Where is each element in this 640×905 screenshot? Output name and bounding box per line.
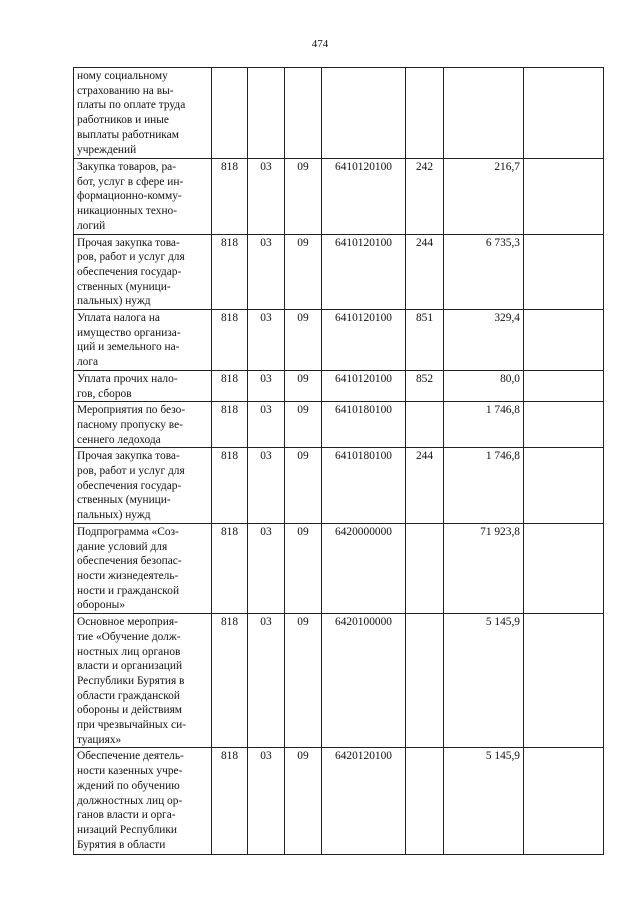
subsection-code-cell: 09 <box>285 159 322 235</box>
subsection-code-cell: 09 <box>285 523 322 613</box>
table-row <box>74 159 604 235</box>
expense-type-cell: 242 <box>406 159 444 235</box>
row-name-cell: Уплата налога на имущество организа- ций и земельного на- лога <box>74 310 212 371</box>
ministry-code-cell: 818 <box>212 402 248 448</box>
amount-cell: 71 923,8 <box>444 523 524 613</box>
row-name-cell: Прочая закупка това- ров, работ и услуг для обеспечения государ- ственных (муници- пальных) нужд <box>74 234 212 310</box>
target-article-cell: 6410120100 <box>322 370 406 401</box>
extra-amount-cell <box>524 310 604 371</box>
ministry-code-cell: 818 <box>212 234 248 310</box>
section-code-cell: 03 <box>248 748 285 855</box>
section-code-cell <box>248 68 285 159</box>
ministry-code-cell: 818 <box>212 748 248 855</box>
expense-type-cell: 244 <box>406 448 444 524</box>
table-row <box>74 448 604 524</box>
extra-amount-cell <box>524 748 604 855</box>
subsection-code-cell: 09 <box>285 402 322 448</box>
row-name-cell: Подпрограмма «Соз- дание условий для обеспечения безопас- ности жизнедеятель- ности и гражданской обороны» <box>74 523 212 613</box>
row-name-cell: Закупка товаров, ра- бот, услуг в сфере ин- формационно-комму- никационных техно- логий <box>74 159 212 235</box>
subsection-code-cell: 09 <box>285 310 322 371</box>
target-article-cell: 6410180100 <box>322 448 406 524</box>
section-code-cell: 03 <box>248 614 285 748</box>
table-body <box>74 68 604 855</box>
extra-amount-cell <box>524 523 604 613</box>
ministry-code-cell: 818 <box>212 448 248 524</box>
target-article-cell: 6410120100 <box>322 234 406 310</box>
amount-cell <box>444 68 524 159</box>
target-article-cell <box>322 68 406 159</box>
amount-cell: 6 735,3 <box>444 234 524 310</box>
ministry-code-cell: 818 <box>212 310 248 371</box>
table-row <box>74 748 604 855</box>
row-name-cell: Обеспечение деятель- ности казенных учре- ждений по обучению должностных лиц ор- ганов власти и орга- низаций Республики Бурятия в области <box>74 748 212 855</box>
target-article-cell: 6410120100 <box>322 310 406 371</box>
subsection-code-cell: 09 <box>285 748 322 855</box>
amount-cell: 216,7 <box>444 159 524 235</box>
target-article-cell: 6420000000 <box>322 523 406 613</box>
section-code-cell: 03 <box>248 234 285 310</box>
expense-type-cell: 852 <box>406 370 444 401</box>
section-code-cell: 03 <box>248 310 285 371</box>
ministry-code-cell <box>212 68 248 159</box>
amount-cell: 1 746,8 <box>444 402 524 448</box>
expense-type-cell: 851 <box>406 310 444 371</box>
extra-amount-cell <box>524 402 604 448</box>
row-name-cell: Прочая закупка това- ров, работ и услуг для обеспечения государ- ственных (муници- пальных) нужд <box>74 448 212 524</box>
table-row <box>74 523 604 613</box>
ministry-code-cell: 818 <box>212 523 248 613</box>
target-article-cell: 6410120100 <box>322 159 406 235</box>
subsection-code-cell <box>285 68 322 159</box>
row-name-cell: ному социальному страхованию на вы- платы по оплате труда работников и иные выплаты работникам учреждений <box>74 68 212 159</box>
expense-type-cell <box>406 748 444 855</box>
expense-type-cell: 244 <box>406 234 444 310</box>
ministry-code-cell: 818 <box>212 614 248 748</box>
extra-amount-cell <box>524 234 604 310</box>
page-number: 474 <box>311 38 329 50</box>
extra-amount-cell <box>524 370 604 401</box>
row-name-cell: Мероприятия по безо- пасному пропуску ве- сеннего ледохода <box>74 402 212 448</box>
table-row <box>74 68 604 159</box>
expense-type-cell <box>406 402 444 448</box>
row-name-cell: Основное мероприя- тие «Обучение долж- ностных лиц органов власти и организаций Республики Бурятия в области гражданской обороны и действиям при чрезвычайных си- туациях» <box>74 614 212 748</box>
expense-type-cell <box>406 614 444 748</box>
budget-table <box>73 67 604 855</box>
subsection-code-cell: 09 <box>285 448 322 524</box>
section-code-cell: 03 <box>248 402 285 448</box>
subsection-code-cell: 09 <box>285 370 322 401</box>
amount-cell: 80,0 <box>444 370 524 401</box>
row-name-cell: Уплата прочих нало- гов, сборов <box>74 370 212 401</box>
section-code-cell: 03 <box>248 159 285 235</box>
extra-amount-cell <box>524 68 604 159</box>
target-article-cell: 6420100000 <box>322 614 406 748</box>
table-row <box>74 310 604 371</box>
extra-amount-cell <box>524 448 604 524</box>
expense-type-cell <box>406 523 444 613</box>
ministry-code-cell: 818 <box>212 370 248 401</box>
amount-cell: 5 145,9 <box>444 614 524 748</box>
amount-cell: 1 746,8 <box>444 448 524 524</box>
target-article-cell: 6420120100 <box>322 748 406 855</box>
section-code-cell: 03 <box>248 448 285 524</box>
subsection-code-cell: 09 <box>285 614 322 748</box>
table-row <box>74 370 604 401</box>
section-code-cell: 03 <box>248 370 285 401</box>
amount-cell: 5 145,9 <box>444 748 524 855</box>
section-code-cell: 03 <box>248 523 285 613</box>
target-article-cell: 6410180100 <box>322 402 406 448</box>
amount-cell: 329,4 <box>444 310 524 371</box>
extra-amount-cell <box>524 159 604 235</box>
table-row <box>74 234 604 310</box>
subsection-code-cell: 09 <box>285 234 322 310</box>
expense-type-cell <box>406 68 444 159</box>
ministry-code-cell: 818 <box>212 159 248 235</box>
extra-amount-cell <box>524 614 604 748</box>
table-row <box>74 402 604 448</box>
table-row <box>74 614 604 748</box>
